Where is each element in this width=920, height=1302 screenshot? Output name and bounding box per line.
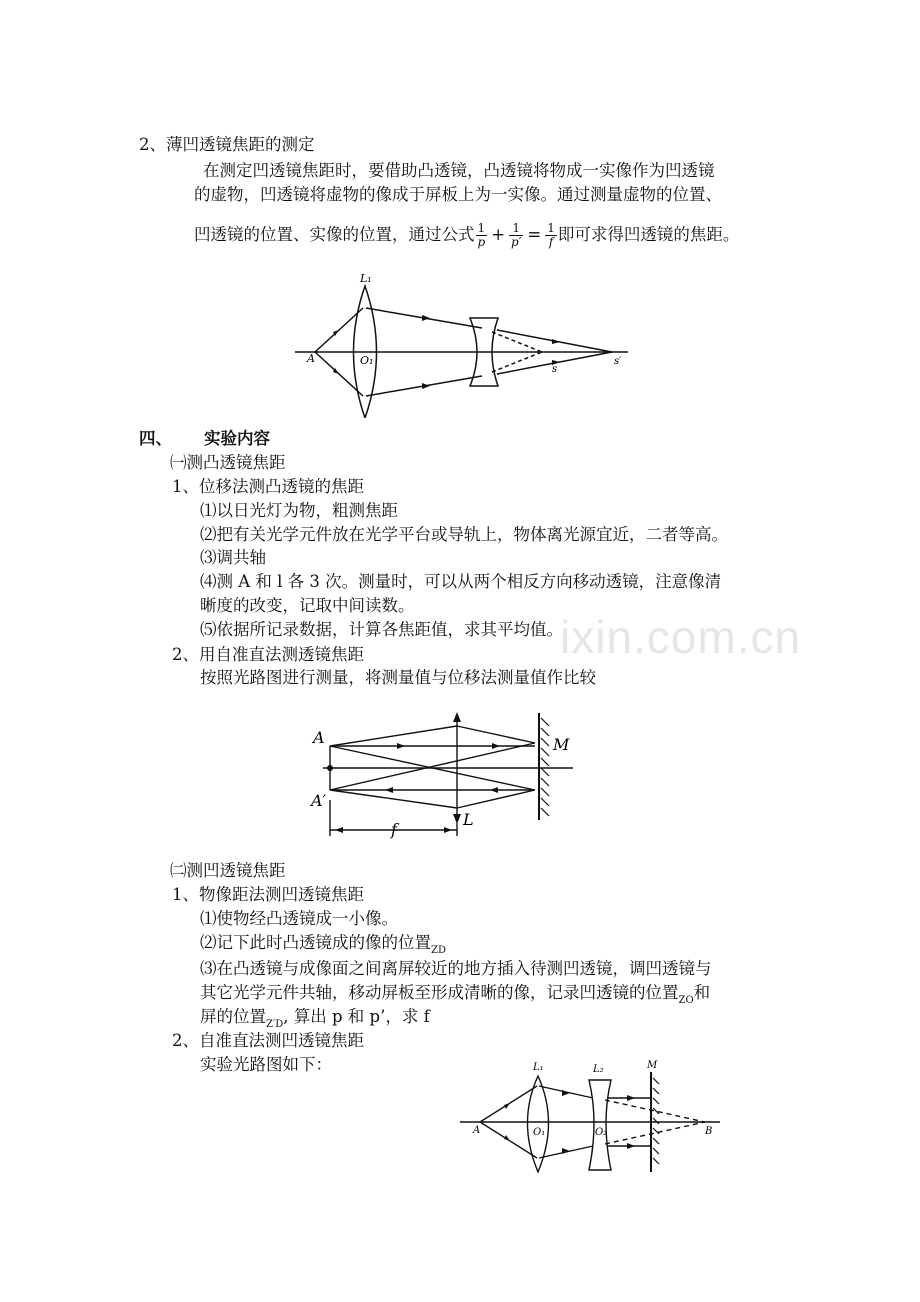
step-text: ⑴使物经凸透镜成一小像。 — [200, 909, 398, 928]
formula-line — [194, 222, 739, 249]
paragraph-text: 凹透镜的位置、实像的位置，通过公式 — [194, 225, 475, 244]
concave-autocollimation-diagram — [455, 1058, 725, 1178]
subsection-title: ㈡测凹透镜焦距 — [170, 861, 286, 880]
paragraph-text: 即可求得凹透镜的焦距。 — [557, 225, 740, 244]
label-O2: O₂ — [595, 1127, 608, 1138]
subsection-title: ㈠测凸透镜焦距 — [170, 453, 286, 472]
label-O1: O₁ — [360, 354, 374, 367]
item-title: 2、用自准直法测透镜焦距 — [172, 645, 364, 664]
label-s-prime: s′ — [614, 356, 622, 367]
part-heading-number: 四、 — [139, 429, 172, 448]
subscript: ZD — [431, 945, 446, 956]
fraction-1-over-p: $\frac{1}{p}$ — [477, 221, 486, 249]
label-M: M — [553, 735, 570, 754]
autocollimation-diagram — [305, 708, 580, 843]
label-L1: L₁ — [533, 1062, 544, 1073]
step-text: ⑸依据所记录数据，计算各焦距值，求其平均值。 — [200, 620, 563, 639]
step-text: ⑶调共轴 — [200, 548, 266, 567]
step-text: ⑶在凸透镜与成像面之间离屏较近的地方插入待测凹透镜，调凹透镜与 — [200, 959, 712, 978]
step-text: ⑵把有关光学元件放在光学平台或导轨上，物体离光源宜近，二者等高。 — [200, 525, 728, 544]
label-s: s — [552, 364, 558, 375]
step-text: 其它光学元件共轴，移动屏板至形成清晰的像，记录凹透镜的位置$_{ZO}$和 — [200, 983, 711, 1006]
paragraph-line: 在测定凹透镜焦距时，要借助凸透镜，凸透镜将物成一实像作为凹透镜 — [203, 161, 715, 180]
label-L: L — [463, 810, 474, 829]
item-title: 1、位移法测凸透镜的焦距 — [172, 477, 364, 496]
plus-sign: + — [491, 225, 506, 244]
label-B: B — [705, 1126, 713, 1137]
equals-sign: = — [527, 225, 542, 244]
fraction-1-over-p-prime: $\frac{1}{p'}$ — [511, 221, 522, 249]
subscript: ZO — [678, 995, 694, 1006]
item-description: 按照光路图进行测量，将测量值与位移法测量值作比较 — [200, 668, 596, 687]
step-text: ⑷测 A 和 l 各 3 次。测量时，可以从两个相反方向移动透镜，注意像清 — [200, 572, 722, 591]
item-description: 实验光路图如下： — [200, 1055, 332, 1074]
label-L2: L₂ — [593, 1064, 604, 1075]
fraction-1-over-f: $\frac{1}{f}$ — [547, 221, 555, 249]
step-text: ⑵记下此时凸透镜成的像的位置$_{ZD}$ — [200, 933, 446, 956]
subscript: Z′D — [266, 1019, 284, 1030]
section-title: 2、薄凹透镜焦距的测定 — [139, 135, 315, 154]
step-text: ⑴以日光灯为物，粗测焦距 — [200, 501, 398, 520]
label-L1: L₁ — [360, 272, 372, 285]
label-A-prime: A′ — [311, 791, 327, 810]
item-title: 1、物像距法测凹透镜焦距 — [172, 885, 364, 904]
paragraph-line: 的虚物，凹透镜将虚物的像成于屏板上为一实像。通过测量虚物的位置、 — [194, 185, 722, 204]
label-O1: O₁ — [533, 1127, 546, 1138]
label-A: A — [307, 352, 315, 365]
label-f: f — [391, 820, 397, 839]
step-text: 晰度的改变，记取中间读数。 — [200, 596, 415, 615]
label-A: A — [313, 728, 325, 747]
concave-lens-diagram — [290, 268, 640, 418]
item-title: 2、自准直法测凹透镜焦距 — [172, 1031, 364, 1050]
label-M: M — [647, 1060, 658, 1071]
watermark: ixin.com.cn — [560, 611, 802, 663]
step-text: 屏的位置$_{Z'D}$, 算出 p 和 p’，求 f — [200, 1007, 430, 1030]
part-heading: 实验内容 — [204, 429, 270, 448]
label-A: A — [473, 1125, 481, 1136]
